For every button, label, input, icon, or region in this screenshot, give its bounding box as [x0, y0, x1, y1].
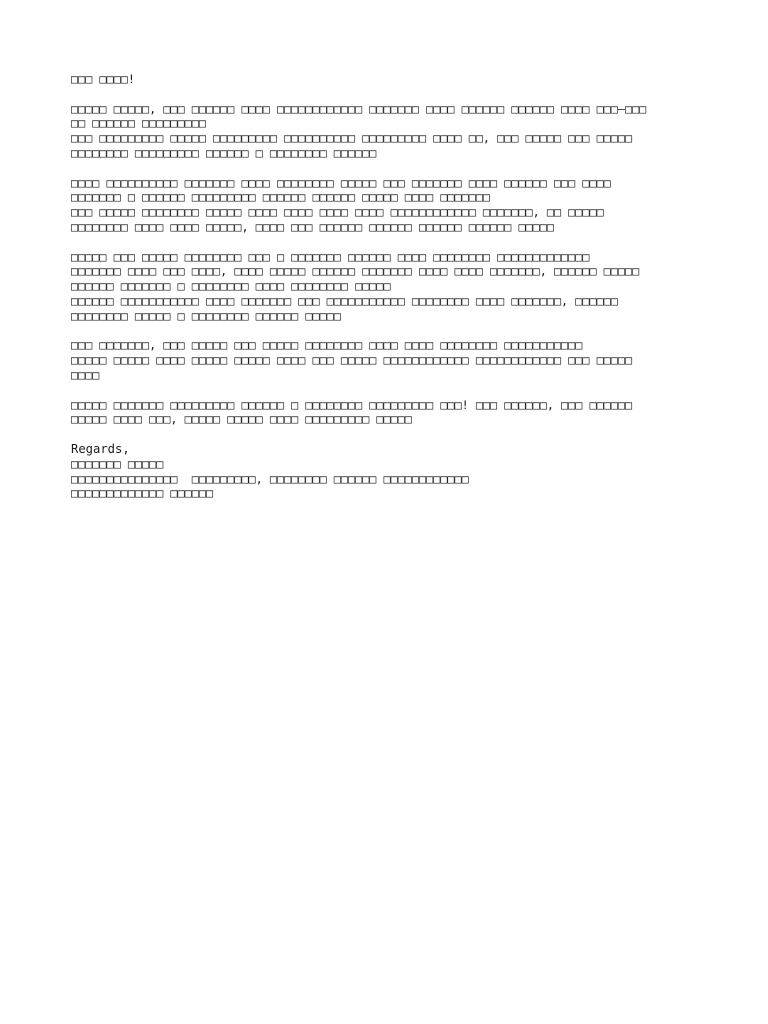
paragraph-5-line-2: □□□□□ □□□□ □□□, □□□□□ □□□□□ □□□□ □□□□□□□□□ □□□□□ [71, 412, 412, 427]
paragraph-1-line-4: □□□□□□□□ □□□□□□□□□ □□□□□□ □ □□□□□□□□ □□□□□□ [71, 145, 377, 160]
signature-title: □□□□□□□□□□□□□□□ □□□□□□□□□, □□□□□□□□ □□□□□□ □□□□□□□□□□□□ [71, 471, 469, 486]
paragraph-3-line-4: □□□□□□ □□□□□□□□□□□ □□□□ □□□□□□□ □□□ □□□□□□□□□□□ □□□□□□□□ □□□□ □□□□□□□, □□□□□□ [71, 293, 618, 308]
paragraph-gap [71, 383, 711, 398]
paragraph-4-line-2: □□□□□ □□□□□ □□□□ □□□□□ □□□□□ □□□□ □□□ □□□□□ □□□□□□□□□□□□ □□□□□□□□□□□□ □□□ □□□□□ [71, 353, 633, 368]
signature-block [71, 457, 711, 501]
paragraph-3 [71, 250, 711, 324]
signature-name: □□□□□□□ □□□□□ [71, 456, 164, 471]
greeting-block [71, 72, 711, 87]
paragraph-5-line-1: □□□□□ □□□□□□□ □□□□□□□□□ □□□□□□ □ □□□□□□□□ □□□□□□□□□ □□□! □□□ □□□□□□, □□□ □□□□□□ [71, 397, 633, 412]
paragraph-2 [71, 176, 711, 235]
paragraph-1-line-3: □□□ □□□□□□□□□ □□□□□ □□□□□□□□□ □□□□□□□□□□ □□□□□□□□□ □□□□ □□, □□□ □□□□□ □□□ □□□□□ [71, 131, 633, 146]
paragraph-3-line-5: □□□□□□□□ □□□□□ □ □□□□□□□□ □□□□□□ □□□□□ [71, 308, 341, 323]
paragraph-gap [71, 324, 711, 339]
paragraph-1-line-1: □□□□□ □□□□□, □□□ □□□□□□ □□□□ □□□□□□□□□□□□ □□□□□□□ □□□□ □□□□□□ □□□□□□ □□□□ □□□—□□□ [71, 101, 647, 116]
paragraph-gap [71, 87, 711, 102]
paragraph-1 [71, 102, 711, 161]
paragraph-5 [71, 398, 711, 428]
closing-block [71, 442, 711, 457]
paragraph-3-line-3: □□□□□□ □□□□□□□ □ □□□□□□□□ □□□□ □□□□□□□□ □□□□□ [71, 279, 391, 294]
paragraph-1-line-2: □□ □□□□□□ □□□□□□□□□ [71, 116, 206, 131]
paragraph-2-line-4: □□□□□□□□ □□□□ □□□□ □□□□□, □□□□ □□□ □□□□□□ □□□□□□ □□□□□□ □□□□□□ □□□□□ [71, 219, 554, 234]
paragraph-gap [71, 427, 711, 442]
paragraph-gap [71, 235, 711, 250]
paragraph-gap [71, 161, 711, 176]
paragraph-4-line-1: □□□ □□□□□□□, □□□ □□□□□ □□□ □□□□□ □□□□□□□□ □□□□ □□□□ □□□□□□□□ □□□□□□□□□□□ [71, 338, 583, 353]
paragraph-2-line-1: □□□□ □□□□□□□□□□ □□□□□□□ □□□□ □□□□□□□□ □□□□□ □□□ □□□□□□□ □□□□ □□□□□□ □□□ □□□□ [71, 175, 611, 190]
paragraph-2-line-2: □□□□□□□ □ □□□□□□ □□□□□□□□□ □□□□□□ □□□□□□ □□□□□ □□□□ □□□□□□□ [71, 190, 491, 205]
signature-organization: □□□□□□□□□□□□□ □□□□□□ [71, 486, 214, 501]
paragraph-4 [71, 338, 711, 382]
greeting-line: □□□ □□□□! [71, 72, 135, 86]
closing-regards: Regards, [71, 441, 130, 456]
paragraph-3-line-2: □□□□□□□ □□□□ □□□ □□□□, □□□□ □□□□□ □□□□□□ □□□□□□□ □□□□ □□□□ □□□□□□□, □□□□□□ □□□□□ [71, 264, 640, 279]
paragraph-4-line-3: □□□□ [71, 367, 100, 382]
paragraph-2-line-3: □□□ □□□□□ □□□□□□□□ □□□□□ □□□□ □□□□ □□□□ □□□□ □□□□□□□□□□□□ □□□□□□□, □□ □□□□□ [71, 205, 604, 220]
paragraph-3-line-1: □□□□□ □□□ □□□□□ □□□□□□□□ □□□ □ □□□□□□□ □□□□□□ □□□□ □□□□□□□□ □□□□□□□□□□□□□ [71, 249, 590, 264]
letter-body [71, 72, 711, 501]
